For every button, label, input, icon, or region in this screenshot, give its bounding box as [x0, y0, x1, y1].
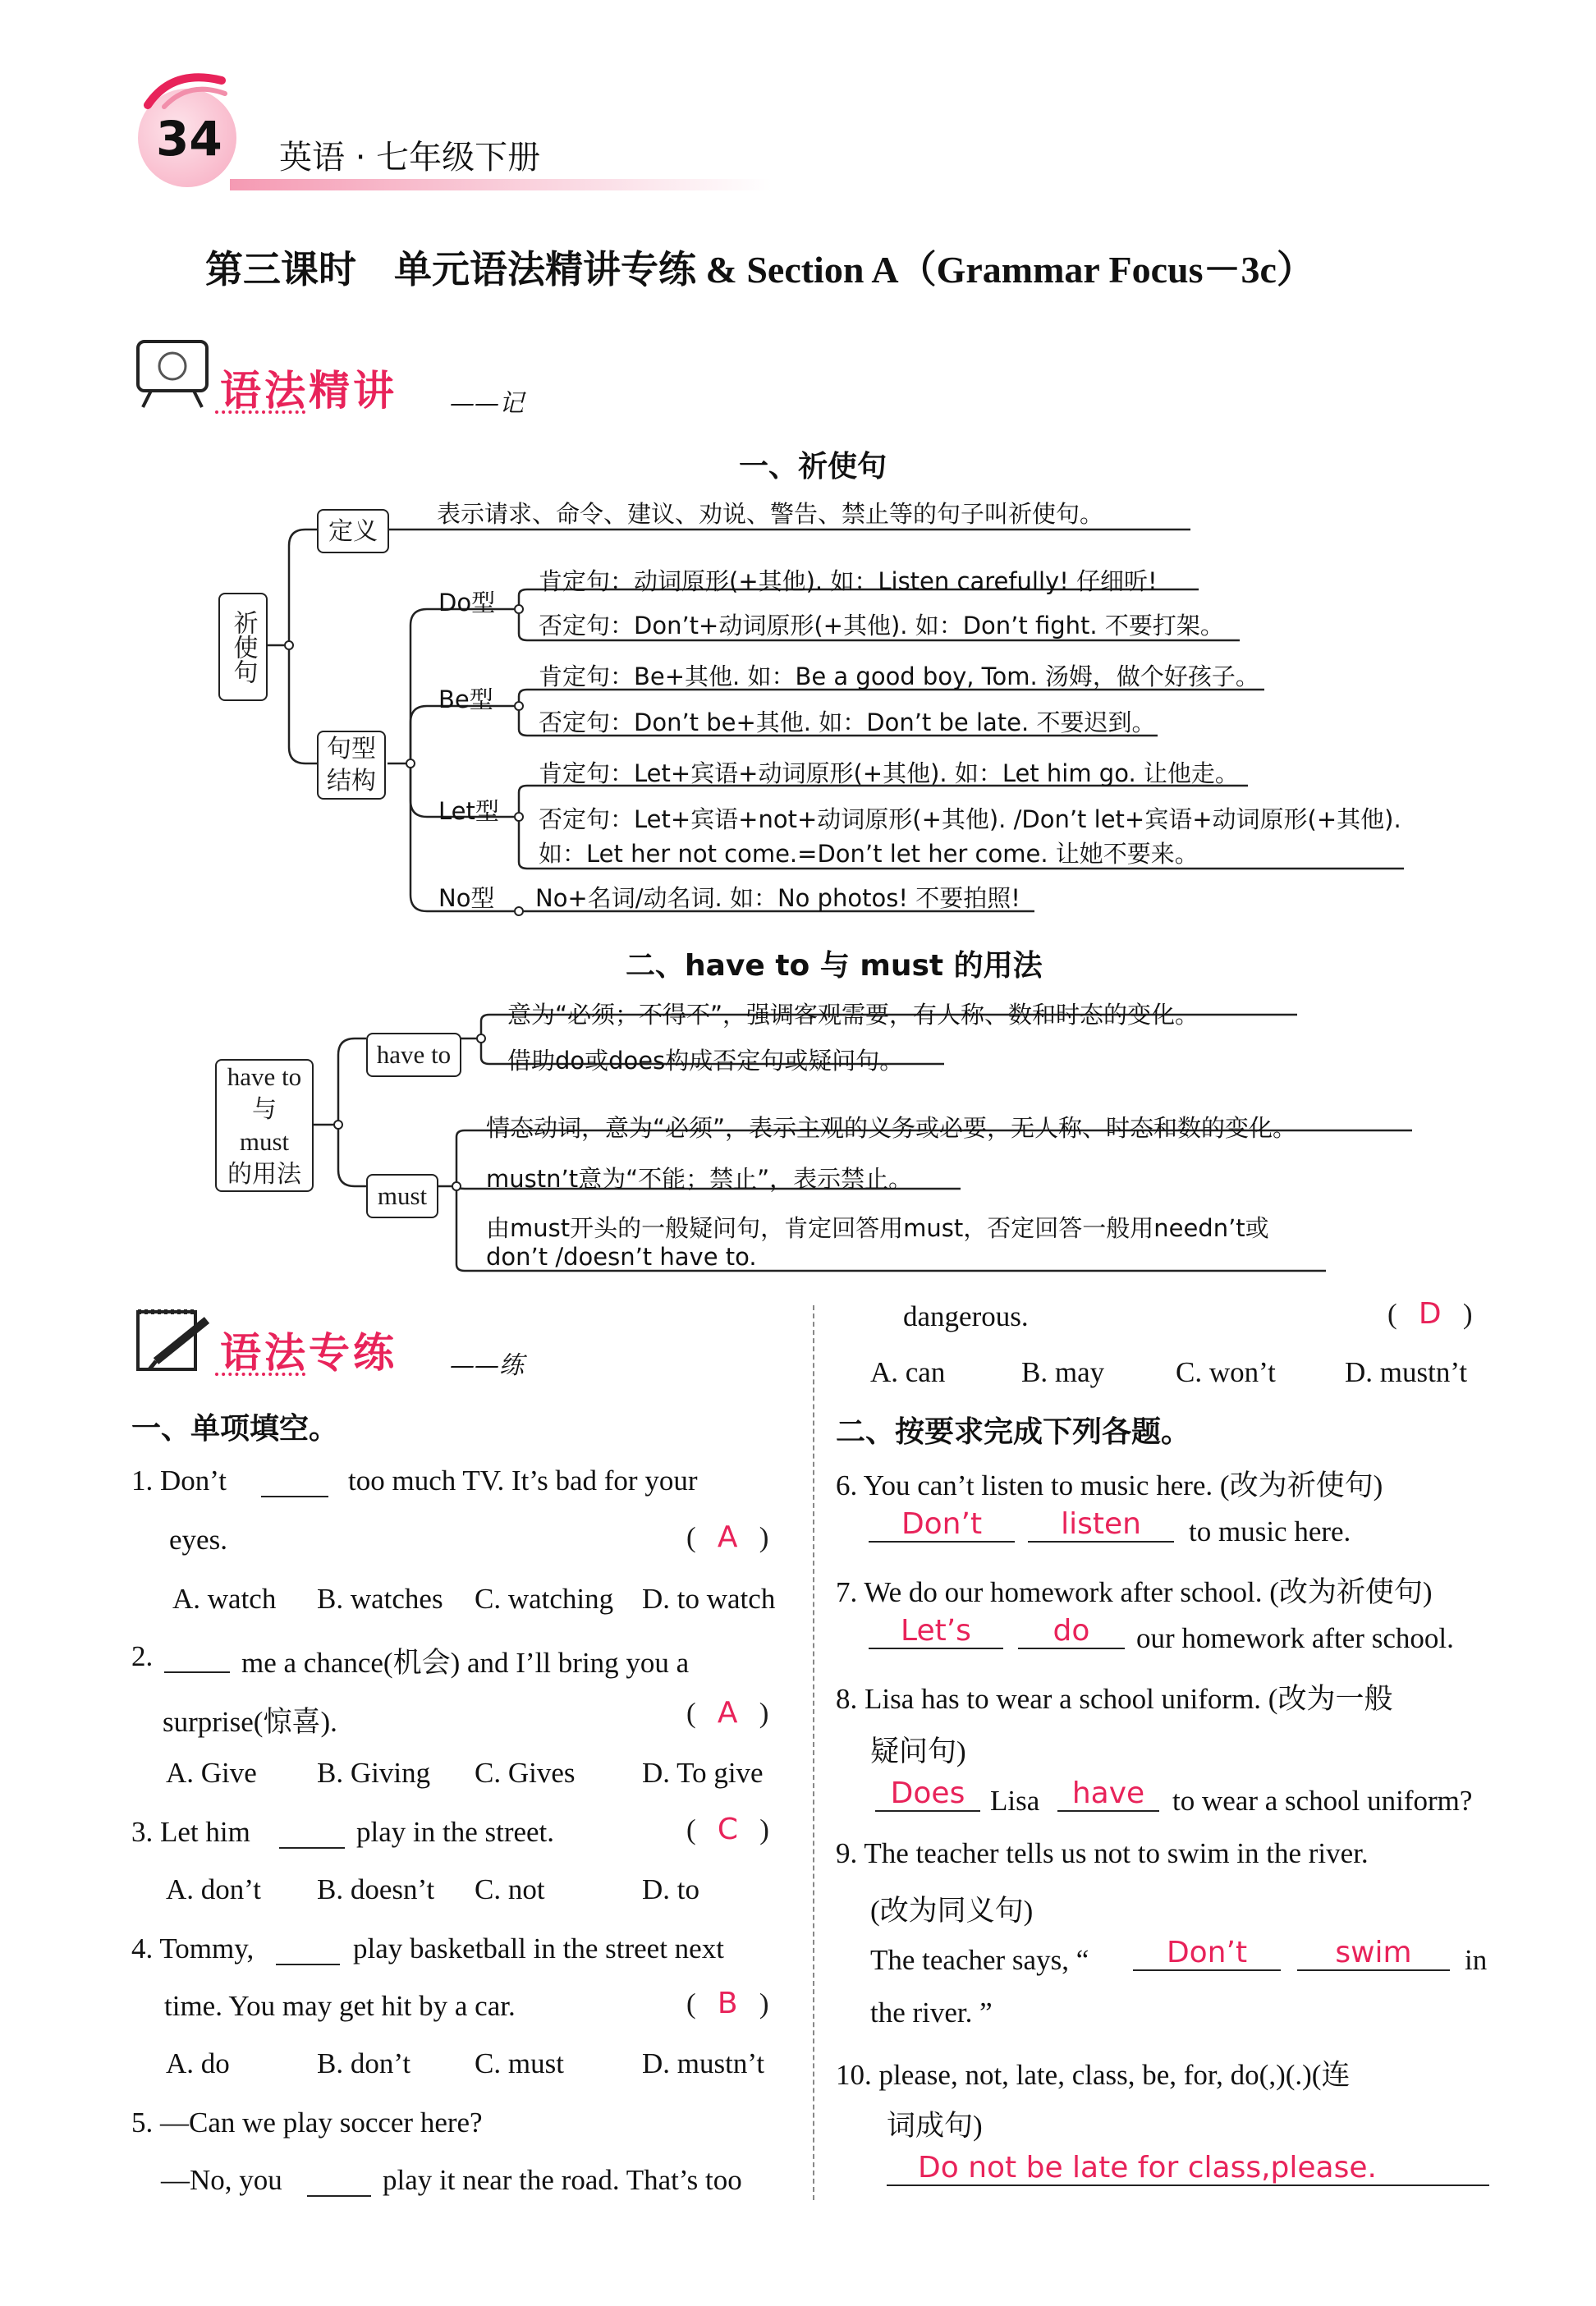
diagram1-root: 祈使句	[228, 610, 258, 684]
q2-option-a[interactable]: A. Give	[166, 1757, 257, 1789]
q4-option-c[interactable]: C. must	[475, 2047, 564, 2079]
definition-text: 表示请求、命令、建议、劝说、警告、禁止等的句子叫祈使句。	[437, 500, 1104, 528]
q2-blank[interactable]	[164, 1671, 230, 1673]
be-positive: 肯定句：Be+其他. 如：Be a good boy, Tom. 汤姆，做个好孩子。	[539, 662, 1259, 690]
haveto-label: have to	[376, 1039, 452, 1069]
diagram1-title: 一、祈使句	[739, 450, 887, 484]
no-label: No型	[438, 884, 495, 912]
q4-option-d[interactable]: D. mustn’t	[642, 2047, 765, 2079]
haveto-point-2: 借助do或does构成否定句或疑问句。	[507, 1047, 904, 1075]
q9-text-a: 9. The teacher tells us not to swim in the river.	[836, 1837, 1369, 1869]
q2-text-b: me a chance(机会) and I’ll bring you a	[241, 1647, 690, 1679]
q4-text-c: time. You may get hit by a car.	[164, 1990, 516, 2022]
q4-answer: B	[717, 1987, 738, 2020]
q1-option-c[interactable]: C. watching	[475, 1583, 614, 1615]
q8-text-b: 疑问句)	[870, 1735, 966, 1767]
must-point-3b: don’t /doesn’t have to.	[486, 1243, 757, 1271]
q7-text: 7. We do our homework after school. (改为祈使句)	[836, 1576, 1433, 1608]
q9-answer-2[interactable]: swim	[1297, 1936, 1450, 1971]
q3-text-b: play in the street.	[356, 1816, 555, 1848]
let-label: Let型	[438, 797, 499, 825]
diagram2-root-line3: must	[239, 1127, 290, 1156]
q9-text-b: (改为同义句)	[870, 1895, 1034, 1927]
q7-answer-1[interactable]: Let’s	[869, 1614, 1003, 1649]
do-negative: 否定句：Don’t+动词原形(+其他). 如：Don’t fight. 不要打架。	[539, 612, 1224, 640]
q2-answer-paren[interactable]: ( A )	[686, 1696, 769, 1730]
diagram2-title: 二、have to 与 must 的用法	[626, 949, 1043, 983]
q3-option-a[interactable]: A. don’t	[166, 1873, 262, 1905]
q1-answer: A	[717, 1520, 738, 1554]
book-title: 英语 · 七年级下册	[279, 139, 541, 177]
must-point-3a: 由must开头的一般疑问句，肯定回答用must，否定回答一般用needn’t或	[486, 1214, 1269, 1242]
q8-text-a: 8. Lisa has to wear a school uniform. (改为一般	[836, 1683, 1393, 1715]
page-number: 34	[156, 111, 222, 167]
q1-blank[interactable]	[261, 1496, 328, 1497]
lesson-title: 第三课时 单元语法精讲专练 & Section A（Grammar Focus－3c）	[205, 249, 1314, 291]
q4-option-a[interactable]: A. do	[166, 2047, 230, 2079]
q5-answer: D	[1418, 1297, 1442, 1331]
q2-answer: A	[717, 1696, 738, 1730]
q3-answer-paren[interactable]: ( C )	[686, 1813, 769, 1846]
q4-answer-paren[interactable]: ( B )	[686, 1987, 769, 2020]
q5-answer-paren[interactable]: ( D )	[1387, 1297, 1473, 1331]
q4-text-a: 4. Tommy,	[131, 1932, 255, 1964]
q2-option-b[interactable]: B. Giving	[317, 1757, 431, 1789]
must-box	[366, 1174, 438, 1218]
must-point-2: mustn’t意为“不能；禁止”，表示禁止。	[486, 1165, 913, 1193]
q2-option-d[interactable]: D. To give	[642, 1757, 764, 1789]
do-positive: 肯定句：动词原形(+其他). 如：Listen carefully! 仔细听!	[539, 567, 1158, 595]
q2-option-c[interactable]: C. Gives	[475, 1757, 576, 1789]
let-positive: 肯定句：Let+宾语+动词原形(+其他). 如：Let him go. 让他走。	[539, 759, 1239, 787]
q9-text-d: in	[1465, 1944, 1488, 1976]
structure-label: 句型结构	[327, 735, 376, 795]
q2-text-c: surprise(惊喜).	[163, 1706, 337, 1738]
q5-text-d: dangerous.	[903, 1300, 1029, 1332]
let-negative-2: 如：Let her not come.=Don’t let her come. 让她不要来。	[539, 840, 1199, 868]
q3-option-b[interactable]: B. doesn’t	[317, 1873, 435, 1905]
q10-text-b: 词成句)	[887, 2110, 983, 2142]
q6-answer-2[interactable]: listen	[1028, 1507, 1174, 1543]
q6-text: 6. You can’t listen to music here. (改为祈使句)	[836, 1469, 1383, 1501]
haveto-point-1: 意为“必须；不得不”，强调客观需要，有人称、数和时态的变化。	[507, 1001, 1199, 1029]
q5-option-c[interactable]: C. won’t	[1176, 1356, 1276, 1388]
q8-mid: Lisa	[990, 1785, 1040, 1817]
q4-text-b: play basketball in the street next	[353, 1932, 724, 1964]
q7-answer-2[interactable]: do	[1018, 1614, 1125, 1649]
q1-option-b[interactable]: B. watches	[317, 1583, 443, 1615]
q1-text-b: too much TV. It’s bad for your	[348, 1465, 698, 1497]
definition-box	[317, 509, 389, 553]
diagram1-root-box	[218, 593, 268, 701]
be-label: Be型	[438, 685, 493, 713]
diagram2-root-line2: 与	[252, 1095, 277, 1124]
q4-blank[interactable]	[276, 1964, 340, 1965]
q10-answer[interactable]: Do not be late for class,please.	[887, 2151, 1489, 2186]
must-label: must	[377, 1181, 428, 1210]
q5-blank[interactable]	[307, 2195, 371, 2197]
q5-text-c: play it near the road. That’s too	[383, 2164, 742, 2196]
q5-option-a[interactable]: A. can	[870, 1356, 946, 1388]
be-negative: 否定句：Don’t be+其他. 如：Don’t be late. 不要迟到。	[539, 708, 1156, 736]
practice-section-title: 语法专练	[220, 1329, 397, 1377]
q3-option-c[interactable]: C. not	[475, 1873, 545, 1905]
practice-section-subtitle: ——练	[450, 1351, 524, 1380]
q9-text-e: the river. ”	[870, 1997, 993, 2029]
q8-answer-2[interactable]: have	[1057, 1776, 1159, 1812]
q5-text-a: 5. —Can we play soccer here?	[131, 2107, 483, 2139]
q6-answer-1[interactable]: Don’t	[869, 1507, 1015, 1543]
do-label: Do型	[438, 589, 496, 617]
q1-text-c: eyes.	[169, 1524, 227, 1556]
q8-answer-1[interactable]: Does	[875, 1776, 980, 1812]
must-point-1: 情态动词，意为“必须”，表示主观的义务或必要，无人称、时态和数的变化。	[486, 1114, 1297, 1142]
diagram2-root-line4: 的用法	[227, 1160, 301, 1190]
q9-text-c: The teacher says, “	[870, 1944, 1089, 1976]
title-dots-2	[215, 1373, 305, 1376]
q3-option-d[interactable]: D. to	[642, 1873, 699, 1905]
q1-text-a: 1. Don’t	[131, 1465, 227, 1497]
no-text: No+名词/动名词. 如：No photos! 不要拍照!	[535, 884, 1020, 912]
q9-answer-1[interactable]: Don’t	[1133, 1936, 1281, 1971]
definition-label: 定义	[328, 516, 378, 546]
q3-answer: C	[717, 1813, 739, 1846]
q1-answer-paren[interactable]: ( A )	[686, 1520, 769, 1554]
q3-blank[interactable]	[279, 1847, 345, 1849]
column-divider	[813, 1305, 814, 2200]
q2-text-a: 2.	[131, 1640, 154, 1672]
part1-heading: 一、单项填空。	[131, 1412, 339, 1446]
q4-option-b[interactable]: B. don’t	[317, 2047, 411, 2079]
q8-tail: to wear a school uniform?	[1172, 1785, 1473, 1817]
notebook-pencil-icon	[131, 1304, 213, 1378]
q10-text-a: 10. please, not, late, class, be, for, do(,)(.)(连	[836, 2059, 1351, 2091]
let-negative-1: 否定句：Let+宾语+not+动词原形(+其他). /Don’t let+宾语+动词原形(+其他).	[539, 805, 1401, 833]
haveto-box	[366, 1033, 461, 1077]
structure-box	[317, 731, 386, 800]
q3-text-a: 3. Let him	[131, 1816, 250, 1848]
grammar-section-title: 语法精讲	[220, 367, 397, 415]
grammar-section-subtitle: ——记	[450, 389, 524, 418]
q7-tail: our homework after school.	[1136, 1622, 1454, 1654]
diagram2-root-box	[215, 1059, 314, 1192]
q5-text-b: —No, you	[161, 2164, 282, 2196]
q5-option-b[interactable]: B. may	[1021, 1356, 1105, 1388]
diagram2-root-line1: have to	[227, 1061, 302, 1091]
q5-option-d[interactable]: D. mustn’t	[1345, 1356, 1468, 1388]
q1-option-a[interactable]: A. watch	[172, 1583, 277, 1615]
q1-option-d[interactable]: D. to watch	[642, 1583, 776, 1615]
q6-tail: to music here.	[1189, 1515, 1351, 1547]
part2-heading: 二、按要求完成下列各题。	[836, 1415, 1191, 1449]
